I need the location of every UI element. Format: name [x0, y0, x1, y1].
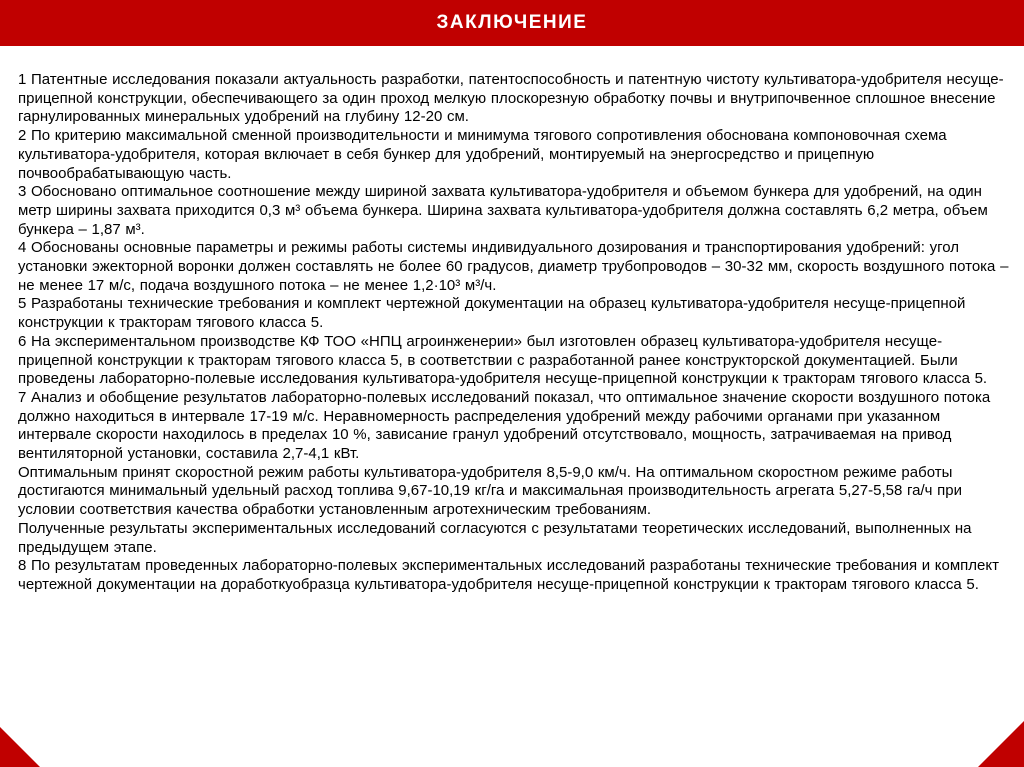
slide-title: ЗАКЛЮЧЕНИЕ [436, 12, 588, 33]
conclusion-paragraph-5: 5 Разработаны технические требования и комплект чертежной документации на образец культиватора-удобрителя несуще-прицепной конструкции к тракторам тягового класса 5. [18, 295, 966, 332]
conclusion-paragraph-9: Полученные результаты экспериментальных исследований согласуются с результатами теоретических исследований, выполненных на предыдущем этапе. [18, 519, 972, 556]
slide-header-bar [0, 0, 1024, 46]
slide-body [18, 71, 1010, 595]
conclusion-paragraph-4: 4 Обоснованы основные параметры и режимы работы системы индивидуального дозирования и транспортирования удобрений: угол установки эжекторной воронки должен составлять не более 60 градусов, диаметр трубопроводов – 30-32 мм, скорость воздушного потока – не менее 17 м/с, подача воздушного потока – не менее 1,2·10³ м³/ч. [18, 239, 1009, 294]
conclusion-paragraph-1: 1 Патентные исследования показали актуальность разработки, патентоспособность и патентную чистоту культиватора-удобрителя несуще-прицепной конструкции, обеспечивающего за один проход мелкую плоскорезную обработку почвы и внутрипочвенное сплошное внесение гарнулированных минеральных удобрений на глубину 12-20 см. [18, 71, 1004, 126]
conclusion-paragraph-2: 2 По критерию максимальной сменной производительности и минимума тягового сопротивления обоснована компоновочная схема культиватора-удобрителя, которая включает в себя бункер для удобрений, монтируемый на энергосредство и прицепную почвообрабатывающую часть. [18, 127, 947, 182]
conclusion-paragraph-6: 6 На экспериментальном производстве КФ ТОО «НПЦ агроинженерии» был изготовлен образец культиватора-удобрителя несуще-прицепной конструкции к тракторам тягового класса 5, в соответствии с разработанной ранее конструкторской документацией. Были проведены лабораторно-полевые исследования культиватора-удобрителя несуще-прицепной конструкции к тракторам тягового класса 5. [18, 332, 988, 388]
conclusion-paragraph-3: 3 Обосновано оптимальное соотношение между шириной захвата культиватора-удобрителя и объемом бункера для удобрений, на один метр ширины захвата приходится 0,3 м³ объема бункера. Ширина захвата культиватора-удобрителя должна составлять 6,2 метра, объем бункера – 1,87 м³. [18, 183, 988, 238]
bottom-right-corner-triangle [978, 721, 1024, 767]
bottom-left-corner-triangle [0, 727, 40, 767]
conclusion-paragraph-8: Оптимальным принят скоростной режим работы культиватора-удобрителя 8,5-9,0 км/ч. На оптимальном скоростном режиме работы достигаются минимальный удельный расход топлива 9,67-10,19 кг/га и максимальная производительность агрегата 5,27-5,58 га/ч при условии соответствия качества обработки установленным агротехническим требованиям. [18, 463, 962, 519]
conclusion-paragraph-7: 7 Анализ и обобщение результатов лабораторно-полевых исследований показал, что оптимальное значение скорости воздушного потока должно находиться в интервале 17-19 м/с. Неравномерность распределения удобрений между рабочими органами при указанном интервале скорости находилось в пределах 10 %, зависание гранул удобрений отсутствовало, мощность, затрачиваемая на привод вентиляторной установки, составила 2,7-4,1 кВт. [18, 388, 991, 463]
conclusion-paragraph-10: 8 По результатам проведенных лабораторно-полевых экспериментальных исследований разработаны технические требования и комплект чертежной документации на доработкуобразца культиватора-удобрителя несуще-прицепной конструкции к тракторам тягового класса 5. [18, 557, 999, 593]
